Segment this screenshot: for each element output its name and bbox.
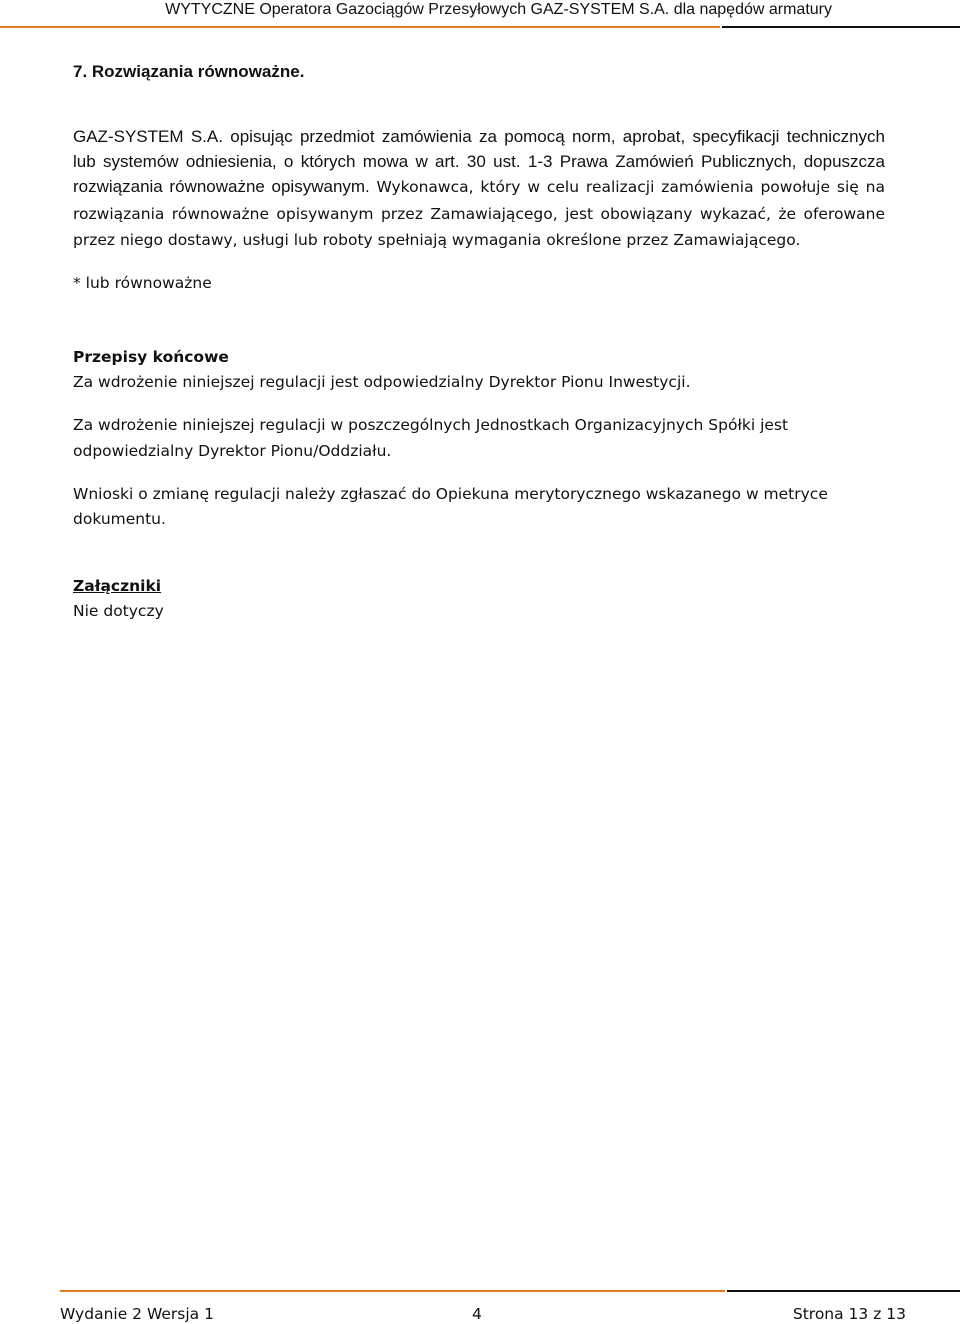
footer-accent-line bbox=[60, 1290, 725, 1292]
footnote: * lub równoważne bbox=[73, 274, 212, 293]
page-footer bbox=[0, 1290, 960, 1324]
page-header bbox=[0, 0, 960, 30]
final-provisions-heading: Przepisy końcowe bbox=[73, 348, 229, 367]
header-dark-line bbox=[722, 26, 960, 28]
final-provisions-line-2: Za wdrożenie niniejszej regulacji w poszczególnych Jednostkach Organizacyjnych Spółki jest odpowiedzialny Dyrektor Pionu/Oddziału. bbox=[73, 416, 789, 460]
final-provisions-line-1: Za wdrożenie niniejszej regulacji jest odpowiedzialny Dyrektor Pionu Inwestycji. bbox=[73, 373, 691, 392]
final-provisions-line-3: Wnioski o zmianę regulacji należy zgłaszać do Opiekuna merytorycznego wskazanego w metryce dokumentu. bbox=[73, 484, 828, 529]
attachments-heading: Załączniki bbox=[73, 577, 162, 596]
footer-dark-line bbox=[727, 1290, 960, 1292]
attachments-text: Nie dotyczy bbox=[73, 602, 164, 621]
document-body bbox=[73, 60, 885, 624]
section-heading: 7. Rozwiązania równoważne. bbox=[73, 62, 305, 81]
footer-center-number: 4 bbox=[472, 1305, 482, 1323]
footer-edition: Wydanie 2 Wersja 1 bbox=[60, 1305, 214, 1323]
paragraph-part-1: GAZ-SYSTEM S.A. opisując przedmiot zamówienia za pomocą norm, aprobat, specyfikacji technicznych lub systemów odniesienia, o których mowa w art. 30 ust. 1-3 Prawa Zamówień Publicznych, dopuszcza rozwiązania równoważne opisywanym. bbox=[73, 127, 885, 197]
section-paragraph bbox=[73, 124, 885, 253]
header-title: WYTYCZNE Operatora Gazociągów Przesyłowych GAZ-SYSTEM S.A. dla napędów armatury bbox=[165, 1, 832, 18]
header-accent-line bbox=[0, 26, 720, 28]
footer-page-number: Strona 13 z 13 bbox=[792, 1305, 906, 1323]
paragraph-part-2: Wykonawca, który w celu realizacji zamówienia powołuje się na rozwiązania równoważne opisywanym przez Zamawiającego, jest obowiązany wykazać, że oferowane przez niego dostawy, usługi lub roboty spełniają wymagania określone przez Zamawiającego. bbox=[73, 178, 885, 249]
